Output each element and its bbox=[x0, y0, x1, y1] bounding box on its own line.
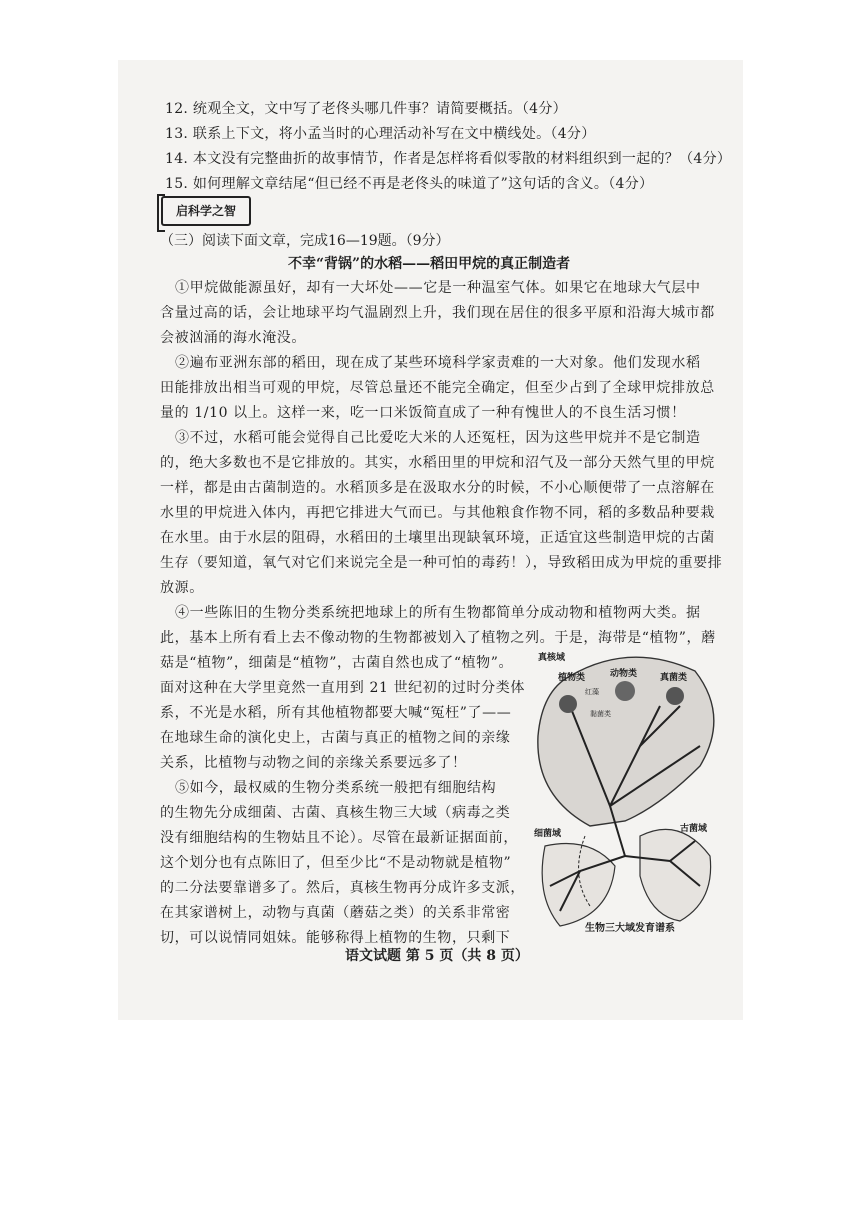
article-line: 切，可以说情同姐妹。能够称得上植物的生物，只剩下 bbox=[160, 930, 511, 946]
article-line: ⑤如今，最权威的生物分类系统一般把有细胞结构 bbox=[175, 780, 497, 796]
article-line: 系，不光是水稻，所有其他植物都要大喊“冤枉”了—— bbox=[160, 705, 512, 721]
label-archaea: 古菌域 bbox=[680, 824, 708, 834]
article-line: 生存（要知道，氧气对它们来说完全是一种可怕的毒药！），导致稻田成为甲烷的重要排 bbox=[160, 555, 723, 571]
article-line: 在其家谱树上，动物与真菌（蘑菇之类）的关系非常密 bbox=[160, 905, 511, 921]
label-fungi: 真菌类 bbox=[660, 673, 688, 683]
question-14: 14. 本文没有完整曲折的故事情节，作者是怎样将看似零散的材料组织到一起的？（4分） bbox=[165, 151, 732, 167]
article-line: ①甲烷做能源虽好，却有一大坏处——它是一种温室气体。如果它在地球大气层中 bbox=[175, 280, 701, 296]
article-line: 在水里。由于水层的阻碍，水稻田的土壤里出现缺氧环境，正适宜这些制造甲烷的古菌 bbox=[160, 530, 715, 546]
animal-organism-icon bbox=[615, 681, 635, 701]
question-13: 13. 联系上下文，将小孟当时的心理活动补写在文中横线处。（4分） bbox=[165, 126, 596, 142]
article-line: 的生物先分成细菌、古菌、真核生物三大域（病毒之类 bbox=[160, 805, 511, 821]
fungi-organism-icon bbox=[666, 687, 684, 705]
article-line: 关系，比植物与动物之间的亲缘关系要远多了！ bbox=[160, 755, 467, 771]
article-line: 放源。 bbox=[160, 580, 204, 596]
article-line: 菇是“植物”，细菌是“植物”，古菌自然也成了“植物”。 bbox=[160, 655, 514, 671]
label-red-algae: 红藻 bbox=[585, 688, 599, 696]
article-line: 一样，都是由古菌制造的。水稻顶多是在汲取水分的时候，不小心顺便带了一点溶解在 bbox=[160, 480, 715, 496]
section-header: （三）阅读下面文章，完成16—19题。（9分） bbox=[160, 233, 450, 249]
page-footer: 语文试题 第 5 页（共 8 页） bbox=[345, 948, 529, 964]
label-bacteria: 细菌域 bbox=[534, 829, 562, 839]
label-slime: 黏菌类 bbox=[590, 710, 611, 718]
plant-organism-icon bbox=[559, 695, 577, 713]
figure-caption: 生物三大域发育谱系 bbox=[585, 923, 675, 934]
article-line: 的二分法要靠谱多了。然后，真核生物再分成许多支派， bbox=[160, 880, 525, 896]
label-eukaryote: 真核域 bbox=[538, 653, 566, 663]
archaea-domain-region bbox=[640, 829, 711, 921]
article-title: 不幸“背锅”的水稻——稻田甲烷的真正制造者 bbox=[288, 256, 571, 272]
article-line: ③不过，水稻可能会觉得自己比爱吃大米的人还冤枉，因为这些甲烷并不是它制造 bbox=[175, 430, 701, 446]
label-plants: 植物类 bbox=[558, 673, 586, 683]
article-line: 这个划分也有点陈旧了，但至少比“不是动物就是植物” bbox=[160, 855, 512, 871]
article-line: 田能排放出相当可观的甲烷，尽管总量还不能完全确定，但至少占到了全球甲烷排放总 bbox=[160, 380, 715, 396]
article-line: 此，基本上所有看上去不像动物的生物都被划入了植物之列。于是，海带是“植物”，蘑 bbox=[160, 630, 716, 646]
article-line: 水里的甲烷进入体内，再把它排进大气而已。与其他粮食作物不同，稻的多数品种要栽 bbox=[160, 505, 715, 521]
section-badge: 启科学之智 bbox=[161, 196, 251, 226]
article-line: 量的 1/10 以上。这样一来，吃一口米饭简直成了一种有愧世人的不良生活习惯！ bbox=[160, 405, 686, 421]
article-line: ④一些陈旧的生物分类系统把地球上的所有生物都简单分成动物和植物两大类。据 bbox=[175, 605, 701, 621]
article-line: 没有细胞结构的生物姑且不论）。尽管在最新证据面前， bbox=[160, 830, 518, 846]
article-line: 面对这种在大学里竟然一直用到 21 世纪初的过时分类体 bbox=[160, 680, 525, 696]
question-12: 12. 统观全文，文中写了老佟头哪几件事？请简要概括。（4分） bbox=[165, 101, 567, 117]
article-line: ②遍布亚洲东部的稻田，现在成了某些环境科学家责难的一大对象。他们发现水稻 bbox=[175, 355, 701, 371]
label-animals: 动物类 bbox=[610, 669, 638, 679]
question-15: 15. 如何理解文章结尾“但已经不再是老佟头的味道了”这句话的含义。（4分） bbox=[165, 176, 654, 192]
article-line: 含量过高的话，会让地球平均气温剧烈上升，我们现在居住的很多平原和沿海大城市都 bbox=[160, 305, 715, 321]
article-line: 的，绝大多数也不是它排放的。其实，水稻田里的甲烷和沼气及一部分天然气里的甲烷 bbox=[160, 455, 715, 471]
phylogenetic-tree-figure bbox=[530, 646, 730, 946]
article-line: 会被汹涌的海水淹没。 bbox=[160, 330, 306, 346]
article-line: 在地球生命的演化史上，古菌与真正的植物之间的亲缘 bbox=[160, 730, 511, 746]
